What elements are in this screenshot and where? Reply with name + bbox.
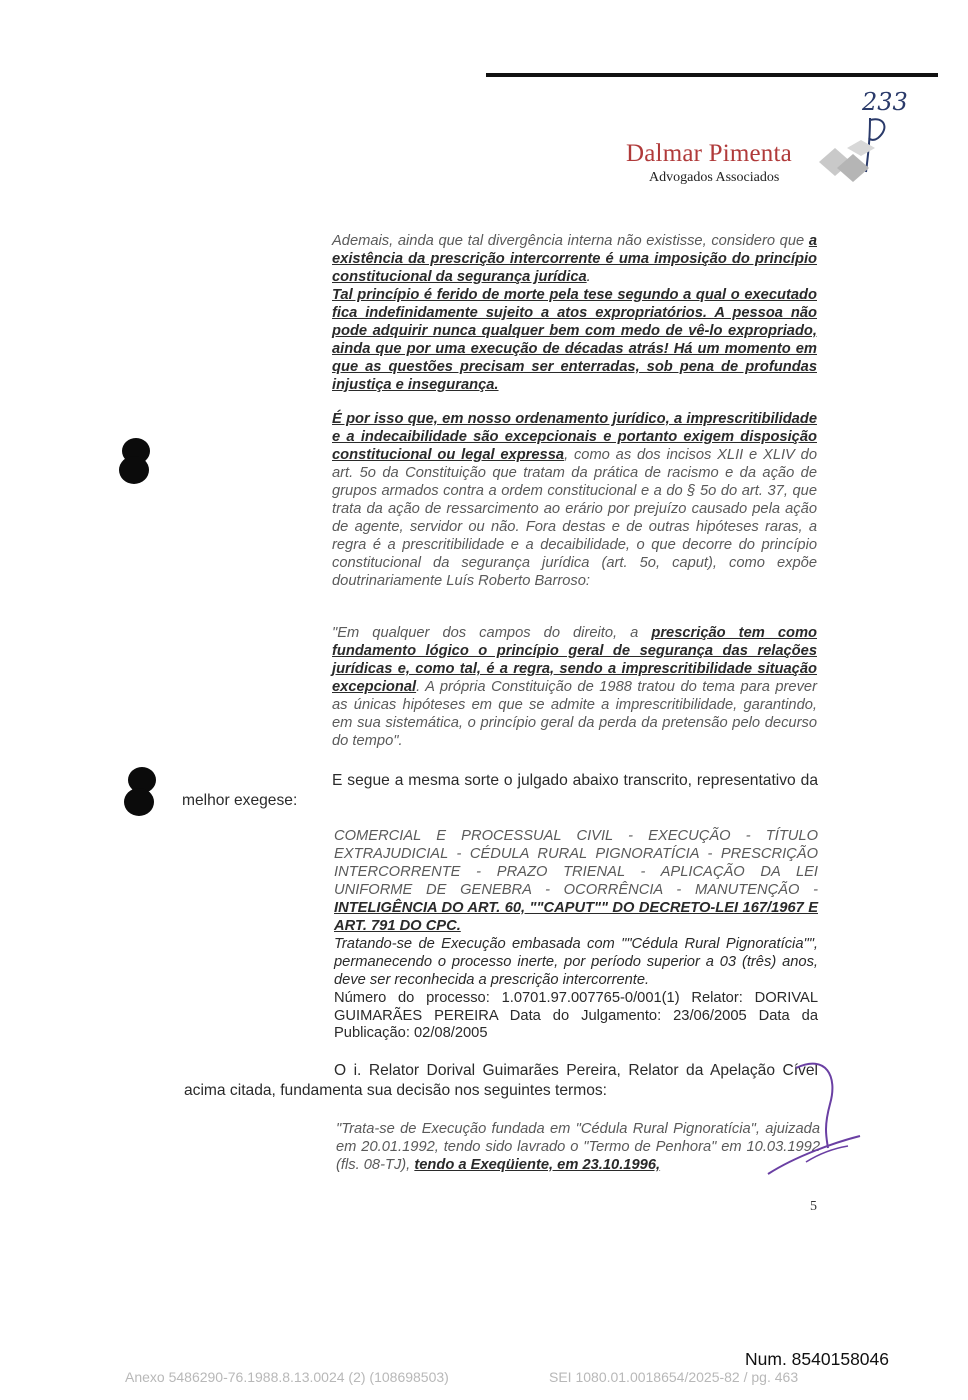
paragraph-imprescritibilidade: É por isso que, em nosso ordenamento jurídico, a imprescritibilidade e a indecaibilidade são excepcionais e portanto exigem disposição constitucional ou legal expressa, como as dos incisos XLII e XLIV do art. 5o da Constituição que tratam da prática de racismo e da ação de grupos armados contra a ordem constitucional e a do § 5o do art. 37, que trata da ação de ressarcimento ao erário por prejuízo causado pela ação de agente, servidor ou não. Fora destas e de outras hipóteses raras, a regra é a prescritibilidade e a decaibilidade, o que decorre do princípio constitucional da segurança jurídica (art. 5o, caput), como expõe doutrinariamente Luís Roberto Barroso:: [332, 411, 817, 589]
footer-sei: SEI 1080.01.0018654/2025-82 / pg. 463: [549, 1369, 799, 1385]
paragraph-julgado-transcrito: E segue a mesma sorte o julgado abaixo transcrito, representativo da melhor exegese:: [182, 772, 818, 809]
svg-text:233: 233: [862, 88, 908, 116]
paragraph-prescricao-intercorrente: Ademais, ainda que tal divergência interna não existisse, considero que a existência da prescrição intercorrente é uma imposição do princípio constitucional da segurança jurídica. Tal princípio é ferido de morte pela tese segundo a qual o executado fica indefinidamente sujeito a atos expropriatórios. A pessoa não pode adquirir nunca qualquer bem com medo de vê-lo expropriado, ainda que por uma execução de décadas atrás! Há um momento em que as questões precisam ser enterradas, sob pena de profundas injustiça e insegurança.: [332, 233, 817, 393]
header-rule: [486, 73, 938, 77]
signature-mark: [766, 1056, 862, 1180]
paragraph-relator: O i. Relator Dorival Guimarães Pereira, Relator da Apelação Cível acima citada, fundamenta sua decisão nos seguintes termos:: [184, 1062, 818, 1099]
redaction-blot: [119, 456, 149, 484]
redaction-blot: [124, 788, 154, 816]
document-num: Num. 8540158046: [745, 1349, 889, 1369]
footer-anexo: Anexo 5486290-76.1988.8.13.0024 (2) (108698503): [125, 1369, 449, 1385]
firm-logo-icon: [817, 138, 877, 184]
paragraph-ementa: COMERCIAL E PROCESSUAL CIVIL - EXECUÇÃO - TÍTULO EXTRAJUDICIAL - CÉDULA RURAL PIGNORATÍCIA - PRESCRIÇÃO INTERCORRENTE - PRAZO TRIENAL - APLICAÇÃO DA LEI UNIFORME DE GENEBRA - OCORRÊNCIA - MANUTENÇÃO - INTELIGÊNCIA DO ART. 60, ""CAPUT"" DO DECRETO-LEI 167/1967 E ART. 791 DO CPC. Tratando-se de Execução embasada com ""Cédula Rural Pignoratícia"", permanecendo o processo inerte, por período superior a 03 (três) anos, deve ser reconhecida a prescrição intercorrente. Número do processo: 1.0701.97.007765-0/001(1) Relator: DORIVAL GUIMARÃES PEREIRA Data do Julgamento: 23/06/2005 Data da Publicação: 02/08/2005: [334, 828, 818, 1042]
paragraph-relator-quote: "Trata-se de Execução fundada em "Cédula Rural Pignoratícia", ajuizada em 20.01.1992, tendo sido lavrado o "Termo de Penhora" em 10.03.1992 (fls. 08-TJ), tendo a Exeqüiente, em 23.10.1996,: [336, 1121, 820, 1173]
paragraph-barroso-quote: "Em qualquer dos campos do direito, a prescrição tem como fundamento lógico o princípio geral de segurança das relações jurídicas e, como tal, é a regra, sendo a imprescritibilidade situação excepcional. A própria Constituição de 1988 tratou do tema para prever as únicas hipóteses em que se admite a imprescritibilidade, garantindo, em sua sistemática, o princípio geral da perda da pretensão pelo decurso do tempo".: [332, 625, 817, 749]
firm-subtitle: Advogados Associados: [649, 170, 780, 185]
page-number: 5: [810, 1199, 817, 1214]
firm-name: Dalmar Pimenta: [626, 140, 792, 167]
